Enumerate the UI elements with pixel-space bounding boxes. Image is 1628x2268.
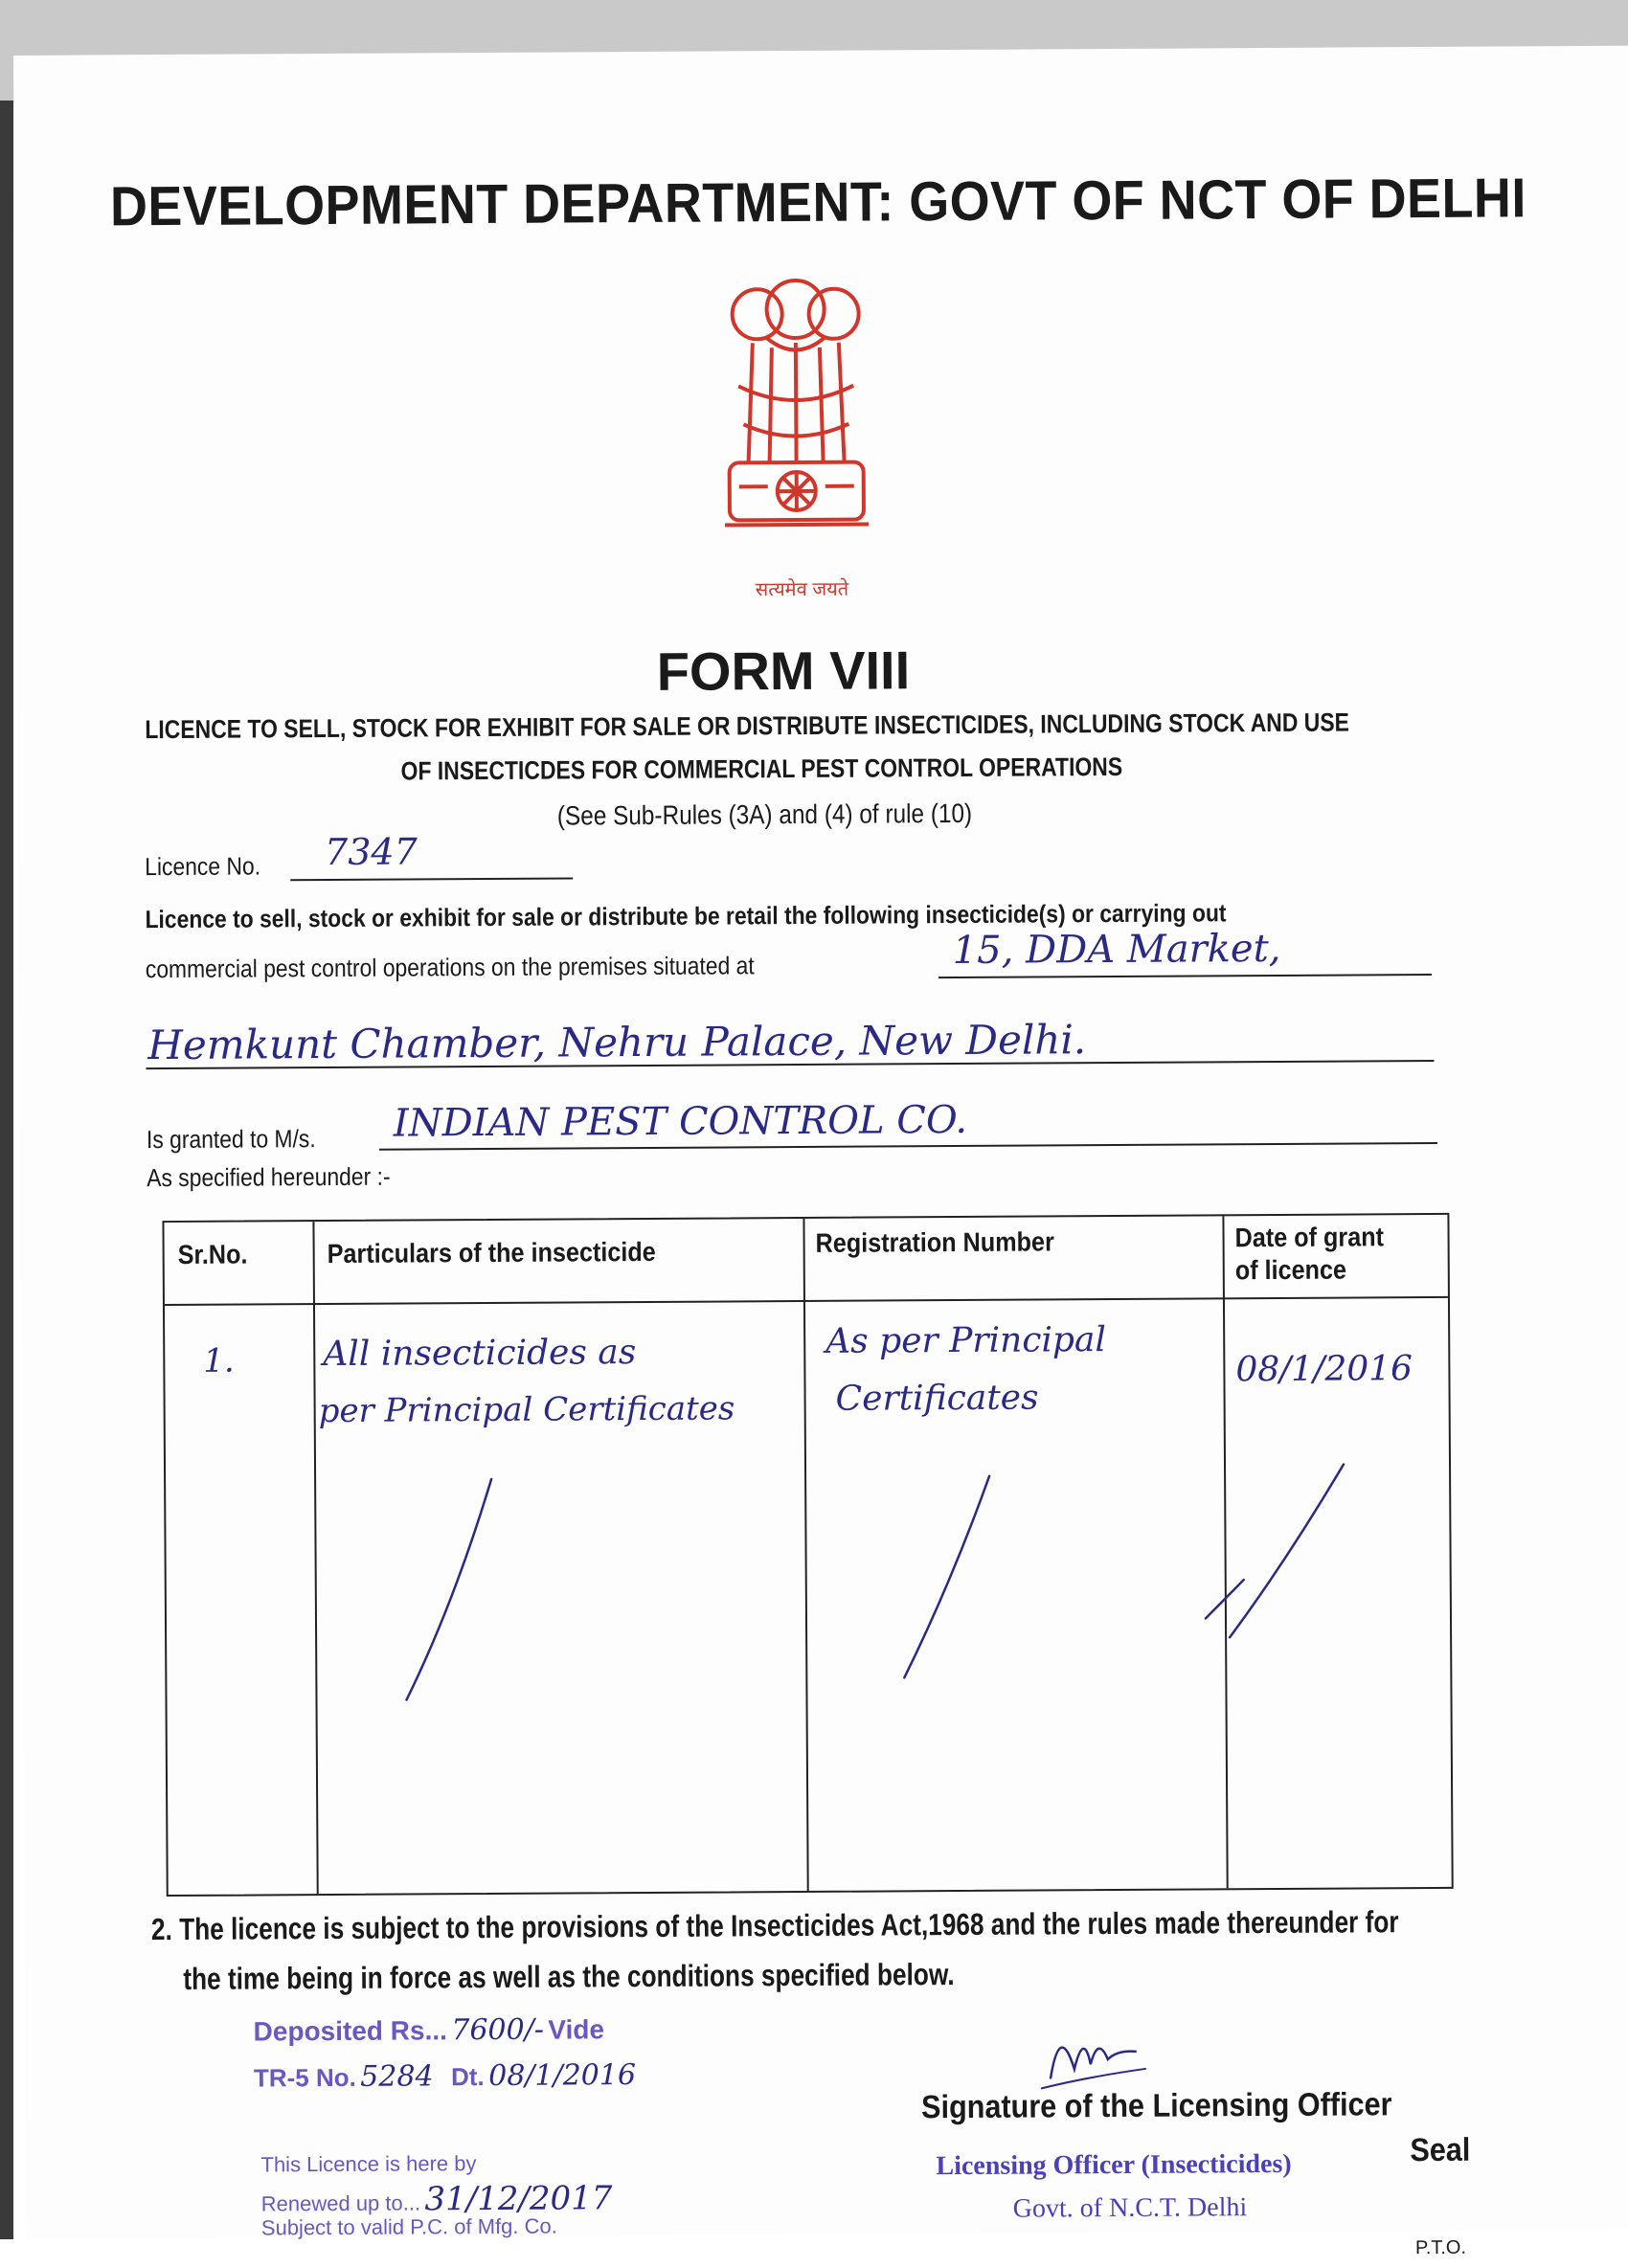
specified-hereunder: As specified hereunder :- [147, 1161, 391, 1193]
officer-stamp-line2: Govt. of N.C.T. Delhi [1012, 2192, 1248, 2224]
officer-stamp-line1: Licensing Officer (Insecticides) [936, 2148, 1292, 2182]
deposit-amount-label: Deposited Rs... [253, 2015, 447, 2047]
officer-signature [1031, 2011, 1157, 2099]
renewal-date: 31/12/2017 [424, 2179, 613, 2219]
premises-underline1 [938, 974, 1432, 978]
seal-label: Seal [1410, 2131, 1471, 2169]
granted-to-label: Is granted to M/s. [146, 1124, 316, 1155]
pto-label: P.T.O. [1414, 2236, 1467, 2259]
condition-line1: 2. The licence is subject to the provisions of the Insecticides Act,1968 and the rules made thereunder for [150, 1904, 1399, 1947]
condition-line2: the time being in force as well as the conditions specified below. [183, 1957, 955, 1996]
renewal-label: Renewed up to... [260, 2190, 421, 2216]
premises-value1: 15, DDA Market, [952, 926, 1281, 974]
deposit-amount: 7600/- [451, 2012, 545, 2048]
form-title: FORM VIII [656, 640, 911, 702]
deposit-date: 08/1/2016 [488, 2058, 637, 2094]
row-date-of-grant: 08/1/2016 [1235, 1349, 1413, 1390]
renewal-line1: This Licence is here by [260, 2151, 477, 2177]
premises-value2: Hemkunt Chamber, Nehru Palace, New Delhi. [147, 1016, 1087, 1069]
premises-text-line1: Licence to sell, stock or exhibit for sale or distribute be retail the following insecticide(s) or carrying out [145, 898, 1227, 934]
deposit-date-label: Dt. [450, 2062, 485, 2092]
row-registration-line2: Certificates [835, 1378, 1039, 1419]
row-particulars-line1: All insecticides as [323, 1333, 637, 1375]
row-registration-line1: As per Principal [825, 1320, 1107, 1361]
department-heading: DEVELOPMENT DEPARTMENT: GOVT OF NCT OF DELHI [109, 167, 1526, 238]
deposit-stamp [254, 2012, 637, 2102]
deposit-vide: Vide [548, 2014, 605, 2045]
licence-no-value: 7347 [324, 830, 418, 874]
emblem-motto: सत्यमेव जयते [755, 578, 849, 601]
tr5-label: TR-5 No. [253, 2062, 356, 2093]
insecticide-table [162, 1213, 1453, 1897]
form-subtitle-line1: LICENCE TO SELL, STOCK FOR EXHIBIT FOR SALE OR DISTRIBUTE INSECTICIDES, INCLUDING STOCK AND USE [145, 707, 1350, 745]
cancel-strokes [164, 1215, 1451, 1895]
header-particulars: Particulars of the insecticide [327, 1236, 656, 1269]
header-sr-no: Sr.No. [177, 1239, 248, 1269]
national-emblem-icon [699, 270, 893, 596]
header-registration-number: Registration Number [815, 1226, 1054, 1258]
form-subtitle-line2: OF INSECTICDES FOR COMMERCIAL PEST CONTROL OPERATIONS [400, 752, 1123, 786]
licence-no-label: Licence No. [145, 851, 261, 882]
licence-no-underline [290, 877, 573, 881]
scan-edge [0, 101, 13, 2239]
header-date-of-grant: Date of grant of licence [1234, 1222, 1385, 1286]
tr5-number: 5284 [360, 2059, 434, 2094]
sub-rules-reference: (See Sub-Rules (3A) and (4) of rule (10) [556, 797, 973, 831]
renewal-line3: Subject to valid P.C. of Mfg. Co. [260, 2213, 557, 2240]
granted-to-value: INDIAN PEST CONTROL CO. [393, 1097, 968, 1146]
premises-text-line2: commercial pest control operations on the premises situated at [145, 951, 755, 984]
row-sr-no: 1. [203, 1341, 235, 1381]
renewal-stamp [260, 2150, 612, 2240]
row-particulars-line2: per Principal Certificates [318, 1389, 735, 1431]
signature-label: Signature of the Licensing Officer [920, 2086, 1392, 2126]
document-page [13, 46, 1628, 2259]
